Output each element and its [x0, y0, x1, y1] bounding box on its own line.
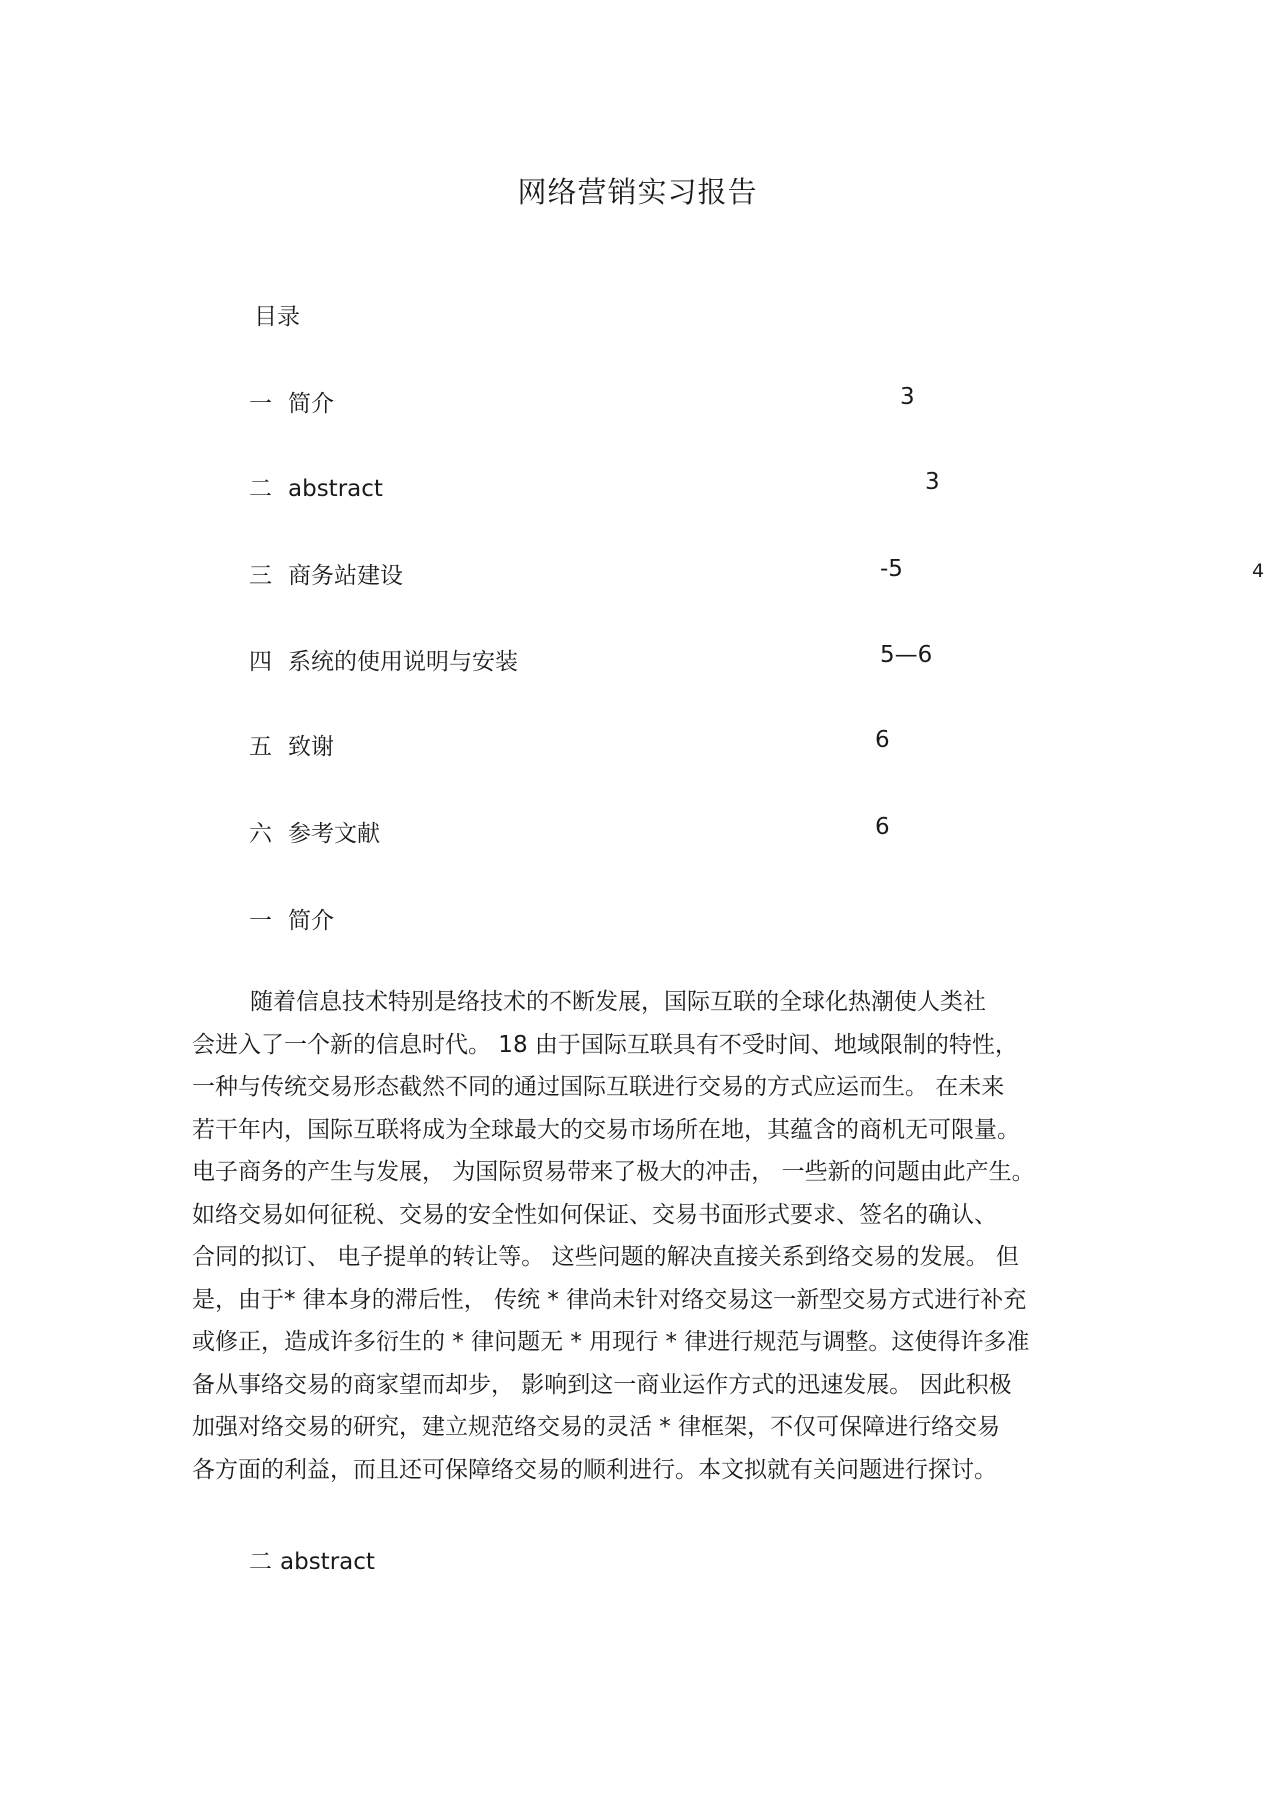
toc-heading: 目录	[254, 304, 300, 330]
toc-item	[249, 643, 518, 676]
paragraph-line: 一种与传统交易形态截然不同的通过国际互联进行交易的方式应运而生。 在未来	[192, 1074, 1005, 1100]
paragraph-line: 备从事络交易的商家望而却步， 影响到这一商业运作方式的迅速发展。 因此积极	[192, 1371, 1012, 1398]
toc-item-number: 六	[249, 821, 272, 847]
toc-item-label: 参考文献	[288, 821, 380, 847]
toc-item-number: 三	[249, 563, 272, 589]
paragraph-line: 若干年内，国际互联将成为全球最大的交易市场所在地，其蕴含的商机无可限量。	[192, 1116, 1020, 1143]
paragraph-line: 加强对络交易的研究，建立规范络交易的灵活 * 律框架，不仅可保障进行络交易	[192, 1414, 1001, 1440]
toc-item-page: 3	[925, 469, 940, 495]
section-number: 一	[249, 908, 272, 934]
toc-item-page: -5	[880, 556, 903, 582]
toc-item-number: 四	[249, 649, 272, 675]
toc-item-page: 6	[875, 727, 890, 753]
toc-item-label: 简介	[288, 391, 334, 417]
toc-item	[249, 385, 334, 418]
section-heading	[249, 902, 334, 935]
margin-page-mark: 4	[1252, 560, 1265, 582]
toc-item-number: 五	[249, 734, 272, 760]
section-heading	[249, 1543, 375, 1576]
toc-item-label: 系统的使用说明与安装	[288, 649, 518, 675]
toc-item	[249, 557, 403, 590]
toc-item	[249, 815, 380, 848]
paragraph-line: 合同的拟订、 电子提单的转让等。 这些问题的解决直接关系到络交易的发展。 但	[192, 1244, 1019, 1270]
toc-item-label: 商务站建设	[288, 563, 403, 589]
paragraph-line: 电子商务的产生与发展， 为国际贸易带来了极大的冲击， 一些新的问题由此产生。	[192, 1159, 1035, 1185]
document-title: 网络营销实习报告	[517, 175, 758, 209]
toc-item-page: 5—6	[880, 642, 933, 668]
toc-item-label: 致谢	[288, 734, 334, 760]
toc-item-number: 二	[249, 476, 272, 502]
toc-item-page: 6	[875, 814, 890, 840]
paragraph-line: 如络交易如何征税、交易的安全性如何保证、交易书面形式要求、签名的确认、	[192, 1201, 997, 1228]
toc-item-page: 3	[900, 384, 915, 410]
paragraph-line: 各方面的利益，而且还可保障络交易的顺利进行。本文拟就有关问题进行探讨。	[192, 1456, 997, 1483]
section-title: 简介	[288, 908, 334, 934]
toc-item	[249, 470, 383, 503]
paragraph-line: 会进入了一个新的信息时代。 18 由于国际互联具有不受时间、地域限制的特性，	[192, 1031, 1018, 1058]
body-paragraph	[192, 981, 1092, 1491]
toc-item	[249, 728, 334, 761]
section-title: abstract	[280, 1549, 375, 1575]
paragraph-line: 是，由于* 律本身的滞后性， 传统 * 律尚未针对络交易这一新型交易方式进行补充	[192, 1286, 1027, 1313]
paragraph-line: 或修正，造成许多衍生的 * 律问题无 * 用现行 * 律进行规范与调整。这使得许多准	[192, 1329, 1030, 1355]
toc-item-number: 一	[249, 391, 272, 417]
paragraph-line: 随着信息技术特别是络技术的不断发展，国际互联的全球化热潮使人类社	[250, 989, 986, 1015]
toc-item-label: abstract	[288, 476, 383, 502]
section-number: 二	[249, 1549, 272, 1575]
